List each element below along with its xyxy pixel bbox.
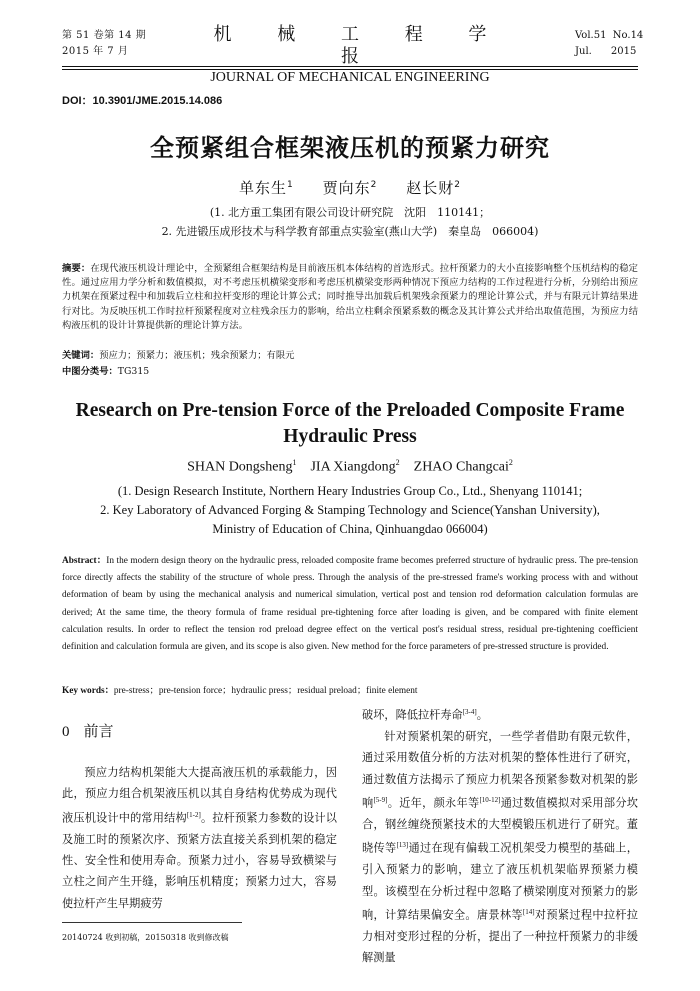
author-name: 赵长财 [406, 179, 455, 197]
author-affil-marker: 2 [395, 458, 400, 467]
author-name: JIA Xiangdong [310, 459, 396, 475]
author-affil-marker: 2 [454, 180, 461, 190]
author-affil-marker: 1 [292, 458, 297, 467]
volume-issue: 第 51 卷第 14 期 [62, 30, 147, 41]
year-en: 2015 [610, 46, 637, 57]
number-en: No.14 [612, 30, 644, 41]
text-run: 破坏，降低拉杆寿命 [362, 708, 463, 722]
keywords-text-en: pre-stress；pre-tension force；hydraulic press；residual preload；finite element [113, 686, 418, 696]
abstract-label-cn: 摘要： [62, 263, 91, 274]
paragraph [362, 726, 638, 968]
citation: [3-4] [462, 708, 477, 716]
footnote-rule [62, 922, 242, 923]
citation: [1-2] [186, 810, 201, 819]
text-run: 预应力结构机架能大大提高液压机的承载能力，因此，预应力组合机架液压机以其自身结构优势成为现代液压机设计中的常用结构 [62, 766, 337, 825]
author-name: SHAN Dongsheng [187, 459, 293, 475]
month-en: Jul. [575, 46, 592, 57]
volume-en: Vol.51 [575, 30, 607, 41]
abstract-label-en: Abstract： [62, 556, 107, 566]
text-run: 通过数值模拟对采用部分坎合，钢丝缠绕预紧技术的大型模锻压机进行了研究。董晓传等 [362, 796, 638, 855]
title-en-line2: Hydraulic Press [283, 426, 417, 447]
affiliation-cn-1: (1. 北方重工集团有限公司设计研究院 沈阳 110141； [209, 206, 491, 219]
classification-number: TG315 [117, 366, 150, 377]
keywords-en [62, 682, 418, 696]
paper-title-cn: 全预紧组合框架液压机的预紧力研究 [150, 134, 550, 162]
author-name: ZHAO Changcai [413, 459, 509, 475]
running-header-left [62, 28, 146, 60]
paragraph [62, 762, 337, 914]
affiliation-en-1: (1. Design Research Institute, Northern Heary Industries Group Co., Ltd., Shenyang 110141; [117, 484, 583, 498]
keywords-text-cn: 预应力；预紧力；液压机；残余预紧力；有限元 [99, 350, 295, 361]
paper-title-en [62, 398, 638, 450]
author-affil-marker: 2 [508, 458, 513, 467]
received-date-footnote: 20140724 收到初稿，20150318 收到修改稿 [62, 933, 229, 942]
author-list-cn [62, 177, 638, 198]
abstract-cn [62, 262, 638, 333]
doi: DOI：10.3901/JME.2015.14.086 [62, 95, 223, 107]
citation: [14] [522, 907, 535, 916]
title-en-line1: Research on Pre-tension Force of the Preloaded Composite Frame [75, 400, 625, 421]
keywords-label-cn: 关键词： [62, 350, 100, 361]
abstract-text-en: In the modern design theory on the hydraulic press, reloaded composite frame becomes preferred structure of hydraulic press. The pre-tension force directly affects the stability of the structure of whole press. Through the analysis of the pre-stressed frame's working process with and without deformation of beam by using the mechanical analysis and numerical simulation, vertical post and tension rod deformation calculation formulas are derived; At the same time, the theory formula of frame residual pre-tightening force after loading is given, and be compared with finite element calculation results. In order to reflect the tension rod preload degree effect on the vertical post's residual stress, residual pre-tightening coefficient definition and calculation formula are given, and its scope is also given. New method for the force parameters of pre-stressed structure is provided. [62, 556, 638, 653]
paragraph [362, 702, 638, 726]
author-affil-marker: 1 [287, 180, 294, 190]
author-name: 单东生 [239, 179, 288, 197]
citation: [5-9] [373, 795, 388, 804]
author-affil-marker: 2 [370, 180, 378, 190]
abstract-en [62, 553, 638, 656]
header-rule-thick [62, 66, 638, 67]
author-name: 贾向东 [322, 179, 371, 197]
citation: [13] [396, 841, 409, 850]
citation: [10-12] [479, 795, 501, 804]
text-run: 针对预紧机架的研究，一些学者借助有限元软件，通过采用数值分析的方法对机架的整体性进行了研究，通过数值方法揭示了预应力机架各预紧参数对机架的影响 [362, 730, 638, 810]
journal-title-en: JOURNAL OF MECHANICAL ENGINEERING [210, 70, 490, 85]
abstract-text-cn: 在现代液压机设计理论中，全预紧组合框架结构是目前液压机本体结构的首选形式。拉杆预紧力的大小直接影响整个压机结构的稳定性。通过应用力学分析和数值模拟，对不考虑压机横梁变形和考虑压机横梁变形两种情况下预应力结构的工作过程进行分析，分别给出预应力机架在预紧过程中和加载后立柱和拉杆变形的理论计算公式；同时推导出加载后机架残余预紧力的理论计算公式，并与有限元计算结果进行对比。为反映压机工作时拉杆预紧程度对立柱残余压力的影响，给出立柱剩余预紧系数的概念及其计算公式并给出取值范围，为预应力结构液压机的设计计算提供新的理论计算方法。 [62, 263, 638, 331]
keywords-cn [62, 347, 294, 361]
body-column-left [62, 762, 337, 914]
keywords-label-en: Key words： [62, 686, 114, 696]
text-run: 。拉杆预紧力参数的设计以及施工时的预紧次序、预紧方法直接关系到机架的稳定性、安全性和使用寿命。预紧力过小，容易导致横梁与立柱之间产生开缝，影响压机精度；预紧力过大，容易使拉杆产生早期疲劳 [62, 811, 337, 910]
section-number: 0 [62, 724, 70, 740]
issue-date: 2015 年 7 月 [62, 46, 129, 57]
text-run: 。 [476, 708, 488, 722]
section-heading [62, 720, 114, 741]
running-header-right [575, 28, 643, 60]
header-rule-thin [62, 69, 638, 70]
body-column-right [362, 702, 638, 969]
text-run: 对预紧过程中拉杆拉力相对变形过程的分析，提出了一种拉杆预紧力的非缓解测量 [362, 908, 638, 965]
classification-cn [62, 363, 149, 377]
affiliation-cn-2: 2. 先进锻压成形技术与科学教育部重点实验室(燕山大学) 秦皇岛 066004) [161, 225, 539, 238]
author-list-en [62, 458, 638, 476]
text-run: 通过在现有偏载工况机架受力模型的基础上，引入预紧力的影响，建立了液压机机架临界预紧力模型。该模型在分析过程中忽略了横梁刚度对预紧力的影响，计算结果偏安全。唐景林等 [362, 841, 638, 922]
text-run: 。近年，颜永年等 [387, 796, 480, 810]
journal-title-cn: 机 械 工 程 学 报 [213, 24, 507, 67]
affiliation-en-3: Ministry of Education of China, Qinhuangdao 066004) [212, 522, 488, 536]
journal-masthead [170, 24, 530, 87]
affiliation-en-2: 2. Key Laboratory of Advanced Forging & Stamping Technology and Science(Yanshan University), [100, 503, 600, 517]
classification-label: 中图分类号： [62, 366, 118, 377]
section-title: 前言 [83, 722, 114, 740]
